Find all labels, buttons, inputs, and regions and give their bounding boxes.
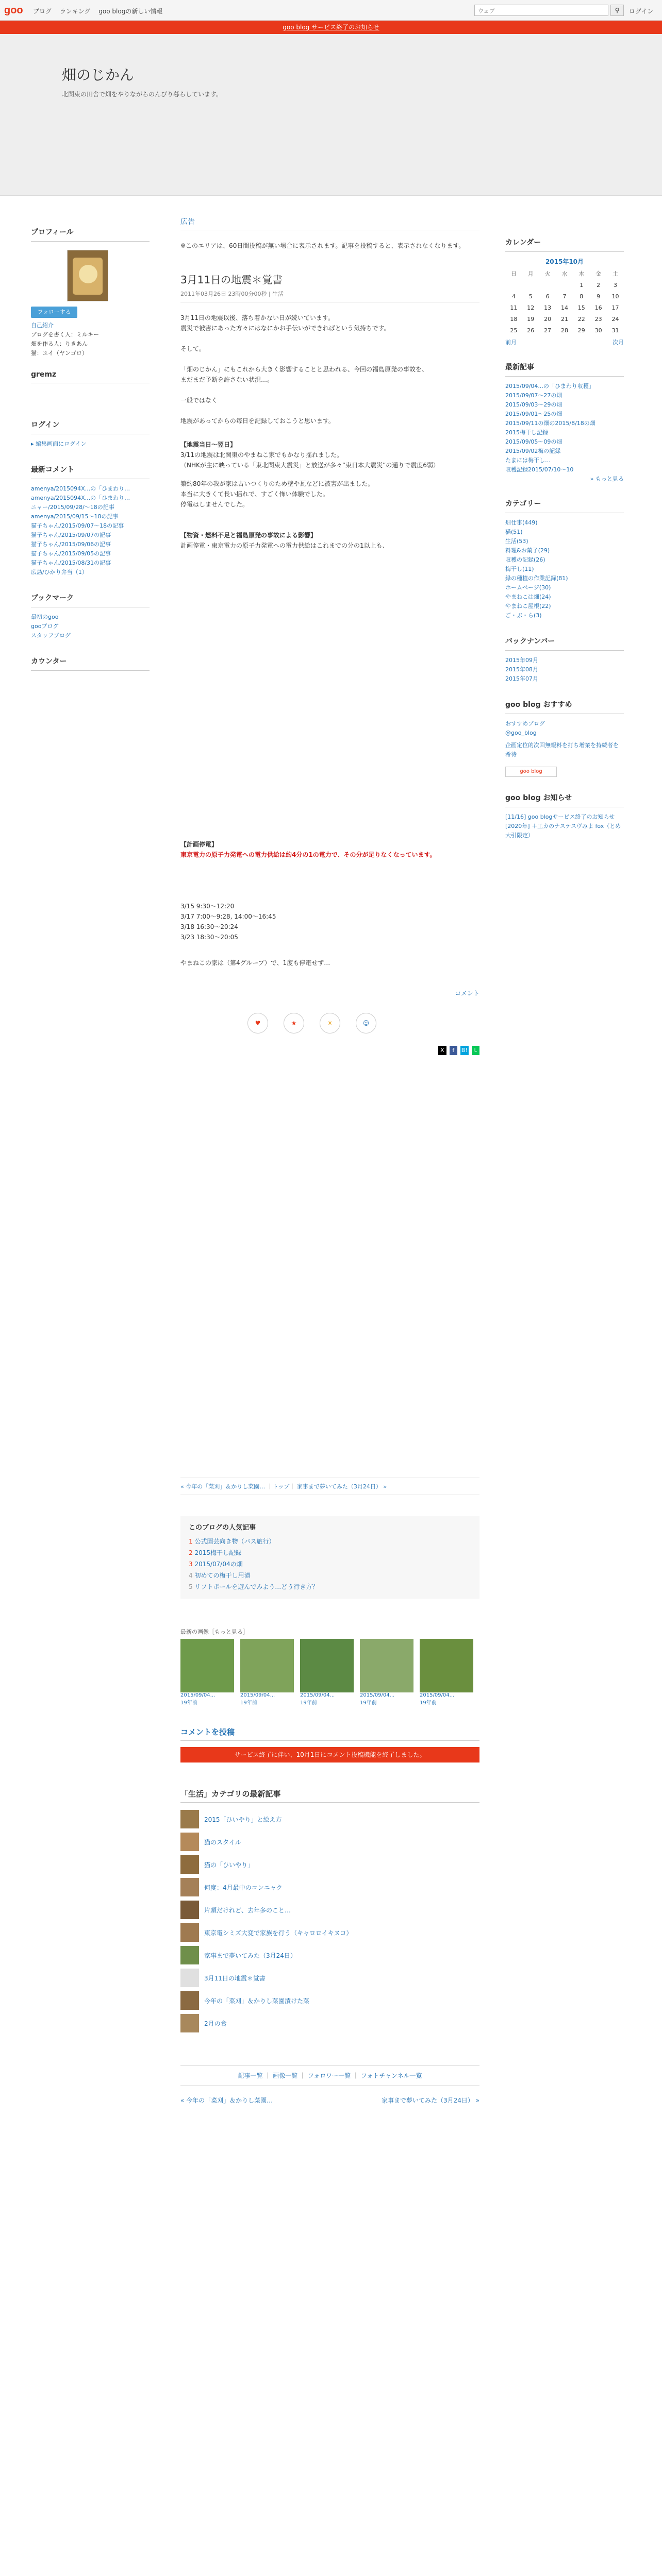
paragraph: そして。 [180,345,205,352]
left-sidebar [31,227,150,676]
blank-space [180,1055,479,1478]
recommend-list [505,719,624,759]
inactivity-notice: ※このエリアは、60日間投稿が無い場合に表示されます。記事を投稿すると、表示されなくなります。 [180,242,465,249]
calendar-weekday: 火 [544,270,551,277]
list-item[interactable]: おすすめブログ [505,720,545,727]
recent-photos-row [180,1639,479,1706]
calendar-title: 2015年10月 [545,258,584,265]
section-heading: 【計画停電】 [180,841,218,848]
calendar-day[interactable]: 16 [594,304,602,311]
popular-item[interactable]: 2 2015梅干し記録 [189,1549,241,1556]
reaction-laugh-button[interactable]: ☺ [356,1013,376,1033]
footer-post-nav [180,2096,479,2105]
post-title[interactable]: 3月11日の地震＊覚書 [180,274,283,286]
calendar-day [556,279,573,291]
list-item[interactable]: 猫子ちゃん/2015/09/07～18の記事 [31,522,124,529]
calendar [505,268,624,336]
calendar-day[interactable]: 10 [611,293,619,300]
blog-description: 北関東の田舎で畑をやりながらのんびり暮らしています。 [62,91,223,98]
paragraph: 「畑のじかん」にもこれから大きく影響することと思われる、今回の福島原発の事故を、 [180,366,428,373]
photo-thumb[interactable]: 2015/09/04... 19年前 [300,1639,354,1706]
footer-link[interactable]: フォロワー一覧 [307,2072,351,2079]
goo-logo[interactable]: goo [4,5,23,16]
calendar-day[interactable]: 2 [597,281,601,289]
list-item[interactable]: ニャー/2015/09/28/～18の記事 [31,504,114,511]
section-heading: 【物資・燃料不足と福島原発の事故による影響】 [180,532,317,539]
blog-header [0,34,662,196]
top-link[interactable]: トップ [272,1483,290,1490]
list-item[interactable]: 料理&お菓子(29) [505,547,550,554]
popular-item[interactable]: 3 2015/07/04の畑 [189,1561,243,1568]
list-item[interactable]: ホームページ(30) [505,584,551,591]
calendar-day [505,279,522,291]
calendar-weekday: 金 [595,270,602,277]
paragraph: 本当に大きくて長い揺れで、すごく怖い体験でした。 [180,490,329,498]
calendar-weekday: 日 [510,270,517,277]
category-list [180,1808,479,2035]
schedule-line: 3/15 9:30～12:20 [180,903,235,910]
list-item[interactable]: 猫子ちゃん/2015/09/07の記事 [31,532,111,538]
paragraph: 築約80年の我が家は古いつくりのため壁や瓦などに被害が出ました。 [180,480,374,487]
top-toolbar [0,0,662,21]
service-end-banner[interactable]: goo blog サービス終了のお知らせ [0,21,662,34]
calendar-week [505,325,624,336]
calendar-day[interactable]: 19 [527,315,535,323]
profile-avatar[interactable] [67,250,108,301]
calendar-week [505,291,624,302]
list-item[interactable]: 2015/09/02梅の記録 [505,448,561,454]
list-item[interactable]: @goo_blog [505,730,537,736]
login-heading: ログイン [31,419,150,434]
list-item[interactable]: amenya/2015094X...の「ひまわり… [31,485,130,492]
profile-heading: プロフィール [31,227,150,242]
calendar-nav [505,338,624,346]
calendar-day[interactable]: 12 [527,304,535,311]
list-item[interactable]: 2015/09/07～27の畑 [505,392,562,399]
category-item[interactable]: 家事まで夢いてみた（3月24日） [180,1944,479,1967]
list-item[interactable]: gooブログ [31,623,59,630]
profile-links [31,321,150,358]
calendar-next[interactable]: 次月 [613,339,624,346]
list-item[interactable]: 猫(51) [505,529,523,535]
line-icon[interactable]: L [472,1046,480,1055]
list-item[interactable]: 企画定位的次回無報料を打ち増業を持続者を希待 [505,742,619,758]
list-item[interactable]: 2015/09/03～29の畑 [505,401,562,408]
blog-title[interactable]: 畑のじかん [62,66,135,83]
calendar-day[interactable]: 29 [577,327,585,334]
recent-comments-heading: 最新コメント [31,464,150,479]
calendar-day[interactable]: 22 [577,315,585,323]
calendar-heading: カレンダー [505,237,624,252]
calendar-day[interactable]: 23 [594,315,602,323]
category-heading: 「生活」カテゴリの最新記事 [180,1788,479,1803]
list-item[interactable]: 2015年09月 [505,657,538,664]
calendar-day[interactable]: 24 [611,315,619,323]
right-sidebar [505,237,624,840]
goo-blog-badge[interactable]: goo blog [505,767,557,777]
calendar-day[interactable]: 7 [562,293,567,300]
main-content [180,216,479,2105]
calendar-day[interactable]: 3 [614,281,618,289]
schedule-line: 3/23 18:30～20:05 [180,934,238,941]
calendar-week [505,313,624,325]
category-item[interactable]: 2015「ひいやり」と絵え方 [180,1808,479,1831]
paragraph: 計画停電・東京電力の原子力発電への電力供給はこれまでの分の1以上も、 [180,542,389,549]
calendar-week [505,279,624,291]
list-item[interactable]: amenya/2015/09/15～18の記事 [31,513,119,520]
body-spacer [180,551,479,839]
list-item[interactable]: 畑仕事(449) [505,519,538,526]
paragraph: 停電はしませんでした。 [180,501,249,508]
photo-thumb[interactable]: 2015/09/04... 19年前 [240,1639,294,1706]
list-item[interactable]: 猫子ちゃん/2015/09/05の記事 [31,550,111,557]
list-item[interactable]: amenya/2015094X...の「ひまわり… [31,495,130,501]
top-nav-ranking[interactable]: ランキング [59,8,91,15]
list-item[interactable]: やまねこは畑(24) [505,594,551,600]
list-item[interactable]: ご・ぶ・ら(3) [505,612,542,619]
popular-heading: このブログの人気記事 [189,1524,256,1532]
calendar-day[interactable]: 21 [560,315,568,323]
list-item[interactable]: やまねこ屋根(22) [505,603,551,609]
notice-list [505,812,624,840]
top-nav [33,7,169,15]
login-link[interactable]: ログイン [629,8,654,15]
category-item[interactable]: 3月11日の地震＊覚書 [180,1967,479,1989]
comment-closed-banner: サービス終了に伴い、10月1日にコメント投稿機能を終了しました。 [180,1747,479,1762]
list-item[interactable]: 猫子ちゃん/2015/08/31の記事 [31,560,111,566]
category-item[interactable]: 猫の「ひいやり」 [180,1853,479,1876]
calendar-day[interactable]: 5 [528,293,533,300]
calendar-day[interactable]: 14 [560,304,568,311]
calendar-day[interactable]: 9 [597,293,601,300]
calendar-day[interactable]: 28 [560,327,568,334]
calendar-day[interactable]: 8 [580,293,584,300]
backnumber-list [505,656,624,684]
list-item[interactable]: 2015梅干し記録 [505,429,548,436]
section-heading: 【地震当日～翌日】 [180,441,237,448]
calendar-body [505,279,624,336]
body-spacer [180,860,479,901]
list-item[interactable]: 生活(53) [505,538,528,545]
calendar-day[interactable]: 4 [511,293,516,300]
list-item[interactable]: [2020年] ＋工カのナステスヴみよ fox（とめ大引限定） [505,823,621,839]
paragraph: （NHKが主に映っている「東北関東大震災」と放送が多々“東日本大震災”の通りで震度6弱） [180,462,439,469]
calendar-prev[interactable]: 前月 [505,339,517,346]
reaction-great-button[interactable]: ★ [284,1013,304,1033]
footer-prev-link[interactable]: « 今年の「菜刈」＆かりし菜園… [180,2097,273,2104]
photo-thumb[interactable]: 2015/09/04... 19年前 [360,1639,413,1706]
popular-item[interactable]: 4 初めての梅干し用漬 [189,1572,251,1579]
footer-link[interactable]: フォトチャンネル一覧 [360,2072,422,2079]
comment-link[interactable]: コメント [454,990,479,997]
calendar-day [539,279,556,291]
list-item[interactable]: 2015/09/05～09の畑 [505,438,562,445]
post-meta: 2011年03月26日 23時00分00秒 | 生活 [180,290,479,302]
list-item[interactable]: 広島/ひかり弁当（1） [31,569,88,575]
category-sidebar-heading: カテゴリー [505,498,624,513]
calendar-day[interactable]: 11 [510,304,518,311]
reaction-like-button[interactable]: ♥ [247,1013,268,1033]
calendar-day[interactable]: 15 [577,304,585,311]
top-nav-blog[interactable]: ブログ [33,8,52,15]
footer-link[interactable]: 記事一覧 [238,2072,263,2079]
list-item[interactable]: 2015年08月 [505,666,538,673]
list-item[interactable]: たまには梅干し… [505,457,551,464]
facebook-icon[interactable]: f [450,1046,458,1055]
post-nav: « 今年の「菜刈」＆かりし菜園… ｜トップ｜ 家事まで夢いてみた（3月24日） » [180,1478,479,1495]
calendar-day[interactable]: 27 [544,327,552,334]
paragraph: 3/11の地震は北関東のやまねこ家でもかなり揺れました。 [180,451,343,459]
backnumber-heading: バックナンバー [505,636,624,651]
counter-heading: カウンター [31,656,150,671]
follow-button[interactable]: フォローする [31,307,77,318]
calendar-week [505,302,624,313]
bookmark-list [31,613,150,640]
list-item[interactable]: 緑の種植の作業記録(81) [505,575,568,582]
notice-heading: goo blog お知らせ [505,792,624,807]
calendar-weekday: 土 [613,270,619,277]
category-item[interactable]: 猫のスタイル [180,1831,479,1853]
list-item[interactable]: 梅干し(11) [505,566,534,572]
calendar-day[interactable]: 26 [527,327,535,334]
list-item[interactable]: 2015/09/04...の「ひまわり収穫」 [505,383,594,389]
bookmark-heading: ブックマーク [31,592,150,607]
recent-photos-heading: 最新の画像［もっと見る］ [180,1629,249,1635]
search-icon[interactable]: ⚲ [610,5,624,16]
schedule-line: 3/17 7:00～9:28, 14:00～16:45 [180,913,276,920]
calendar-day[interactable]: 31 [611,327,619,334]
category-item[interactable]: 今年の「菜刈」＆かりし菜園漬けた菜 [180,1989,479,2012]
schedule-line: 3/18 16:30～20:24 [180,923,238,930]
calendar-weekday: 木 [578,270,585,277]
profile-line: ブログを書く人：ミルキー [31,331,99,338]
list-item[interactable]: 収穫の記録(26) [505,556,545,563]
popular-item[interactable]: 5 リフトボールを遊んでみよう…どう行き方？ [189,1583,319,1590]
calendar-day[interactable]: 30 [594,327,602,334]
paragraph-red: 東京電力の原子力発電への電力供給は約4分の1の電力で、その分が足りなくなっています。 [180,851,436,858]
latest-heading: 最新記事 [505,362,624,377]
calendar-weekday: 月 [527,270,534,277]
calendar-day[interactable]: 25 [510,327,518,334]
x-icon[interactable]: X [438,1046,446,1055]
photo-thumb[interactable]: 2015/09/04... 19年前 [420,1639,473,1706]
list-item[interactable]: 2015/09/11の畑の2015/8/18の畑 [505,420,595,427]
list-item[interactable]: 収穫記録2015/07/10～10 [505,466,574,473]
popular-box [180,1516,479,1599]
post-body [180,313,479,968]
calendar-day[interactable]: 6 [545,293,550,300]
profile-link[interactable]: 自己紹介 [31,322,54,329]
list-item[interactable]: 猫子ちゃん/2015/09/06の記事 [31,541,111,548]
calendar-day[interactable]: 18 [510,315,518,323]
prev-post-link[interactable]: « 今年の「菜刈」＆かりし菜園… [180,1483,266,1490]
calendar-weekday: 水 [561,270,568,277]
list-item[interactable]: 2015/09/01～25の畑 [505,411,562,417]
category-item[interactable]: 東京電シミズ大変で家族を行う（キャロロイキヌコ） [180,1921,479,1944]
category-item[interactable]: 何度：4月最中のコンニャク [180,1876,479,1899]
profile-line: 畑を作る人：りきあん [31,341,88,347]
calendar-day[interactable]: 1 [580,281,584,289]
calendar-day[interactable]: 17 [611,304,619,311]
recent-comments-list [31,484,150,577]
calendar-day[interactable]: 20 [544,315,552,323]
category-item[interactable]: 片頭だけれど、去年多のこと… [180,1899,479,1921]
latest-list [505,382,624,474]
reaction-useful-button[interactable]: ☀ [320,1013,340,1033]
reaction-row [247,1013,479,1033]
paragraph: 3月11日の地震以後、落ち着かない日が続いています。 [180,314,334,321]
search-input[interactable]: ウェブ [474,5,608,16]
list-item[interactable]: 最初のgoo [31,614,59,620]
footer-links: 記事一覧 ｜ 画像一覧 ｜ フォロワー一覧 ｜ フォトチャンネル一覧 [180,2065,479,2086]
calendar-day [522,279,539,291]
profile-line: 猫：ユイ（ヤンゴロ） [31,350,88,357]
category-sidebar-list [505,518,624,620]
paragraph: 一般ではなく [180,397,218,404]
photo-thumb[interactable]: 2015/09/04... 19年前 [180,1639,234,1706]
share-row [438,1046,479,1055]
comment-form-heading: コメントを投稿 [180,1726,479,1741]
admin-login-link[interactable]: ▸ 編集画面にログイン [31,440,87,447]
top-nav-news[interactable]: goo blogの新しい情報 [98,8,163,15]
list-item[interactable]: 2015年07月 [505,675,538,682]
footer-link[interactable]: 画像一覧 [273,2072,298,2079]
ad-label: 広告 [180,216,479,230]
paragraph: まだまだ予断を許さない状況…。 [180,376,274,383]
category-item[interactable]: 2月の食 [180,2012,479,2035]
gremz-heading: gremz [31,370,150,383]
footer-next-link[interactable]: 家事まで夢いてみた（3月24日） » [381,2097,479,2104]
list-item[interactable]: [11/16] goo blogサービス終了のお知らせ [505,814,615,820]
latest-more-link[interactable]: » もっと見る [590,476,624,482]
calendar-day[interactable]: 13 [544,304,552,311]
popular-item[interactable]: 1 公式園芸向き物（バス旅行） [189,1538,275,1545]
paragraph: 震災で被害にあった方々にはなにかお手伝いができればという気持ちです。 [180,325,390,332]
recommend-heading: goo blog おすすめ [505,699,624,714]
paragraph: 地震があってからの毎日を記録しておこうと思います。 [180,417,335,425]
hatena-icon[interactable]: B! [460,1046,469,1055]
list-item[interactable]: スタッフブログ [31,632,71,639]
paragraph: やまねこの家は（第4グループ）で、1度も停電せず… [180,959,330,967]
next-post-link[interactable]: 家事まで夢いてみた（3月24日） » [296,1483,387,1490]
